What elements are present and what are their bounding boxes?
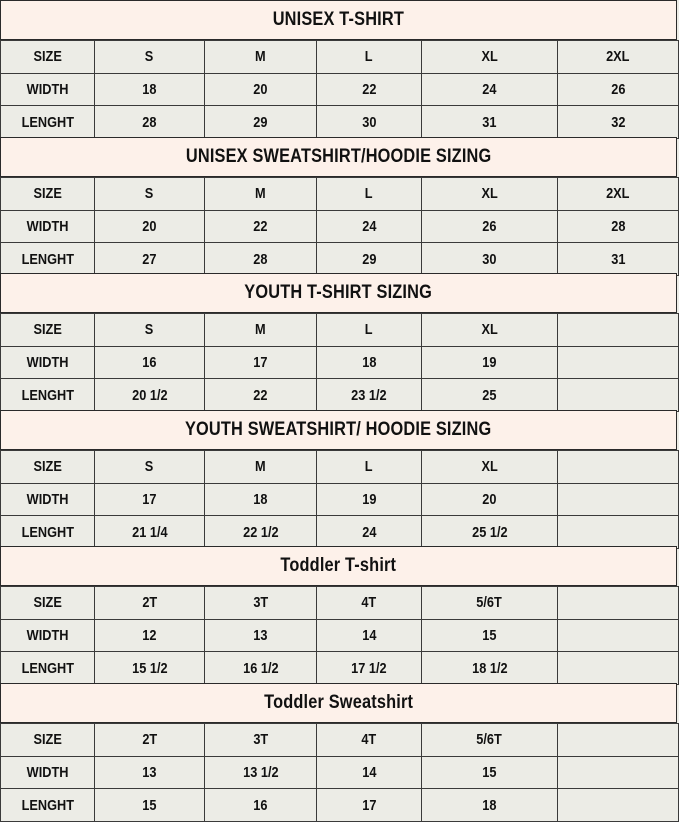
size-value-cell [205,41,317,74]
cell-text: XL [481,458,498,476]
size-value-cell [422,724,558,757]
size-value-cell [205,587,317,620]
size-value-cell [558,243,679,276]
table-row [1,516,679,549]
size-value-cell [205,346,317,379]
cell-text: 13 [253,627,268,645]
cell-text: SIZE [33,321,62,339]
section-title [0,683,677,723]
cell-text: 5/6T [476,731,503,749]
cell-text: 17 [142,491,157,509]
size-value-cell [205,73,317,106]
cell-text: 19 [361,491,377,509]
size-value-cell [317,106,422,139]
table-row [1,210,679,243]
table-row [1,379,679,412]
size-value-cell [558,346,679,379]
section-title [0,410,677,450]
size-value-cell [95,73,205,106]
cell-text: XL [481,321,498,339]
cell-text: 17 1/2 [351,659,387,677]
size-value-cell [422,243,558,276]
size-value-cell [422,346,558,379]
section-title [0,273,677,313]
size-value-cell [95,652,205,685]
size-value-cell [558,483,679,516]
size-value-cell [422,41,558,74]
row-label-cell [1,41,95,74]
cell-text: WIDTH [26,81,69,99]
cell-text: WIDTH [26,354,69,372]
cell-text: S [145,321,154,339]
size-value-cell [558,210,679,243]
cell-text: 20 1/2 [131,386,168,404]
row-label-cell [1,652,95,685]
row-label-cell [1,106,95,139]
size-value-cell [95,41,205,74]
size-value-cell [317,516,422,549]
cell-text: XL [481,48,498,66]
cell-text: 27 [142,250,157,268]
size-value-cell [95,587,205,620]
size-value-cell [95,346,205,379]
table-row [1,789,679,822]
size-value-cell [205,178,317,211]
cell-text: M [255,458,266,476]
table-row [1,724,679,757]
size-value-cell [95,516,205,549]
size-value-cell [558,587,679,620]
size-value-cell [558,756,679,789]
cell-text: 21 1/4 [131,523,168,541]
cell-text: M [255,185,266,203]
size-value-cell [422,789,558,822]
size-value-cell [422,652,558,685]
cell-text: SIZE [33,458,62,476]
cell-text: SIZE [33,594,62,612]
cell-text: S [145,185,154,203]
size-value-cell [558,724,679,757]
cell-text: 16 [142,354,157,372]
size-value-cell [422,178,558,211]
cell-text: S [145,458,154,476]
cell-text: 3T [253,731,268,749]
size-value-cell [205,483,317,516]
cell-text: 22 1/2 [242,523,279,541]
row-label-cell [1,178,95,211]
section-title-text: Toddler T-shirt [280,555,397,576]
size-value-cell [317,41,422,74]
cell-text: 29 [253,113,268,131]
cell-text: 19 [482,354,497,372]
size-value-cell [205,652,317,685]
cell-text: S [145,48,154,66]
size-value-cell [422,619,558,652]
cell-text: M [255,48,266,66]
cell-text: 18 [253,491,268,509]
row-label-cell [1,483,95,516]
cell-text: SIZE [33,185,62,203]
cell-text: 14 [361,764,377,782]
cell-text: 24 [482,81,497,99]
cell-text: 4T [361,731,377,749]
size-value-cell [317,451,422,484]
table-row [1,619,679,652]
size-value-cell [205,379,317,412]
row-label-cell [1,516,95,549]
table-row [1,652,679,685]
row-label-cell [1,314,95,347]
size-table [0,450,679,549]
cell-text: WIDTH [26,764,69,782]
section-title [0,546,677,586]
size-value-cell [317,243,422,276]
size-value-cell [317,652,422,685]
cell-text: 28 [253,250,268,268]
size-value-cell [205,756,317,789]
size-value-cell [205,516,317,549]
cell-text: 28 [610,218,626,236]
cell-text: 16 [253,796,268,814]
cell-text: 22 [361,81,377,99]
size-value-cell [95,178,205,211]
table-row [1,451,679,484]
size-table [0,313,679,412]
cell-text: M [255,321,266,339]
size-value-cell [317,724,422,757]
cell-text: SIZE [33,48,62,66]
size-value-cell [422,106,558,139]
size-value-cell [95,106,205,139]
size-value-cell [95,483,205,516]
row-label-cell [1,243,95,276]
cell-text: 20 [253,81,268,99]
cell-text: 18 [482,796,497,814]
cell-text: 32 [610,113,626,131]
table-row [1,756,679,789]
size-table [0,177,679,276]
cell-text: 12 [142,627,157,645]
cell-text: 26 [482,218,497,236]
cell-text: 29 [361,250,377,268]
size-value-cell [558,106,679,139]
cell-text: 16 1/2 [242,659,279,677]
cell-text: LENGHT [21,523,74,541]
size-value-cell [95,789,205,822]
cell-text: 30 [361,113,377,131]
cell-text: 3T [253,594,268,612]
cell-text: 2XL [606,48,630,66]
section-title-text: UNISEX T-SHIRT [272,9,405,30]
size-value-cell [205,724,317,757]
size-value-cell [205,210,317,243]
size-value-cell [205,619,317,652]
row-label-cell [1,724,95,757]
row-label-cell [1,210,95,243]
cell-text: 26 [610,81,626,99]
size-value-cell [558,379,679,412]
cell-text: 23 1/2 [351,386,387,404]
section-title-text: YOUTH SWEATSHIRT/ HOODIE SIZING [185,419,492,440]
size-value-cell [95,210,205,243]
cell-text: LENGHT [21,796,74,814]
size-value-cell [95,451,205,484]
size-value-cell [317,178,422,211]
table-row [1,483,679,516]
size-value-cell [558,178,679,211]
cell-text: 13 1/2 [242,764,279,782]
table-row [1,346,679,379]
cell-text: L [365,48,373,66]
cell-text: 18 [142,81,157,99]
table-row [1,587,679,620]
cell-text: 18 1/2 [471,659,508,677]
size-value-cell [558,73,679,106]
size-table [0,723,679,822]
cell-text: 31 [610,250,626,268]
cell-text: WIDTH [26,627,69,645]
size-value-cell [422,516,558,549]
section-title-text: Toddler Sweatshirt [264,692,413,713]
cell-text: XL [481,185,498,203]
size-value-cell [205,789,317,822]
size-value-cell [317,314,422,347]
size-value-cell [317,587,422,620]
cell-text: 24 [361,218,377,236]
cell-text: SIZE [33,731,62,749]
section-title [0,137,677,177]
row-label-cell [1,619,95,652]
size-value-cell [95,724,205,757]
cell-text: LENGHT [21,386,74,404]
table-row [1,314,679,347]
cell-text: 28 [142,113,157,131]
cell-text: 20 [142,218,157,236]
size-value-cell [317,379,422,412]
table-row [1,73,679,106]
cell-text: 22 [253,218,268,236]
size-value-cell [422,483,558,516]
size-value-cell [205,243,317,276]
row-label-cell [1,756,95,789]
size-value-cell [317,73,422,106]
cell-text: 2XL [606,185,630,203]
table-row [1,178,679,211]
row-label-cell [1,789,95,822]
table-row [1,41,679,74]
cell-text: WIDTH [26,218,69,236]
size-value-cell [95,243,205,276]
section-title-text: YOUTH T-SHIRT SIZING [244,282,433,303]
size-value-cell [558,652,679,685]
size-value-cell [317,346,422,379]
cell-text: 15 1/2 [131,659,168,677]
cell-text: 15 [482,764,497,782]
size-value-cell [558,41,679,74]
size-value-cell [422,210,558,243]
row-label-cell [1,379,95,412]
cell-text: 25 1/2 [471,523,508,541]
cell-text: 5/6T [476,594,503,612]
cell-text: 24 [361,523,377,541]
cell-text: 20 [482,491,497,509]
cell-text: 15 [482,627,497,645]
size-value-cell [422,73,558,106]
size-table [0,40,679,139]
cell-text: 4T [361,594,377,612]
size-value-cell [317,619,422,652]
cell-text: 25 [482,386,497,404]
cell-text: 15 [142,796,157,814]
cell-text: 18 [361,354,377,372]
size-value-cell [205,451,317,484]
section-title-text: UNISEX SWEATSHIRT/HOODIE SIZING [185,146,492,167]
size-value-cell [558,516,679,549]
cell-text: 17 [361,796,377,814]
size-value-cell [95,756,205,789]
cell-text: LENGHT [21,250,74,268]
section-title [0,0,677,40]
cell-text: LENGHT [21,113,74,131]
size-value-cell [95,379,205,412]
row-label-cell [1,587,95,620]
cell-text: 31 [482,113,497,131]
cell-text: L [365,185,373,203]
size-value-cell [317,210,422,243]
cell-text: WIDTH [26,491,69,509]
cell-text: LENGHT [21,659,74,677]
cell-text: L [365,321,373,339]
size-value-cell [317,756,422,789]
size-value-cell [422,756,558,789]
size-value-cell [422,314,558,347]
row-label-cell [1,73,95,106]
table-row [1,243,679,276]
size-value-cell [317,483,422,516]
size-value-cell [558,789,679,822]
cell-text: 14 [361,627,377,645]
row-label-cell [1,451,95,484]
cell-text: 2T [142,594,157,612]
size-value-cell [558,451,679,484]
table-row [1,106,679,139]
cell-text: 30 [482,250,497,268]
size-table [0,586,679,685]
cell-text: L [365,458,373,476]
cell-text: 2T [142,731,157,749]
size-value-cell [317,789,422,822]
row-label-cell [1,346,95,379]
cell-text: 22 [253,386,268,404]
size-value-cell [205,106,317,139]
size-value-cell [422,587,558,620]
cell-text: 13 [142,764,157,782]
size-value-cell [558,619,679,652]
size-value-cell [422,379,558,412]
size-value-cell [95,619,205,652]
size-value-cell [422,451,558,484]
size-value-cell [95,314,205,347]
cell-text: 17 [253,354,268,372]
size-value-cell [205,314,317,347]
size-value-cell [558,314,679,347]
